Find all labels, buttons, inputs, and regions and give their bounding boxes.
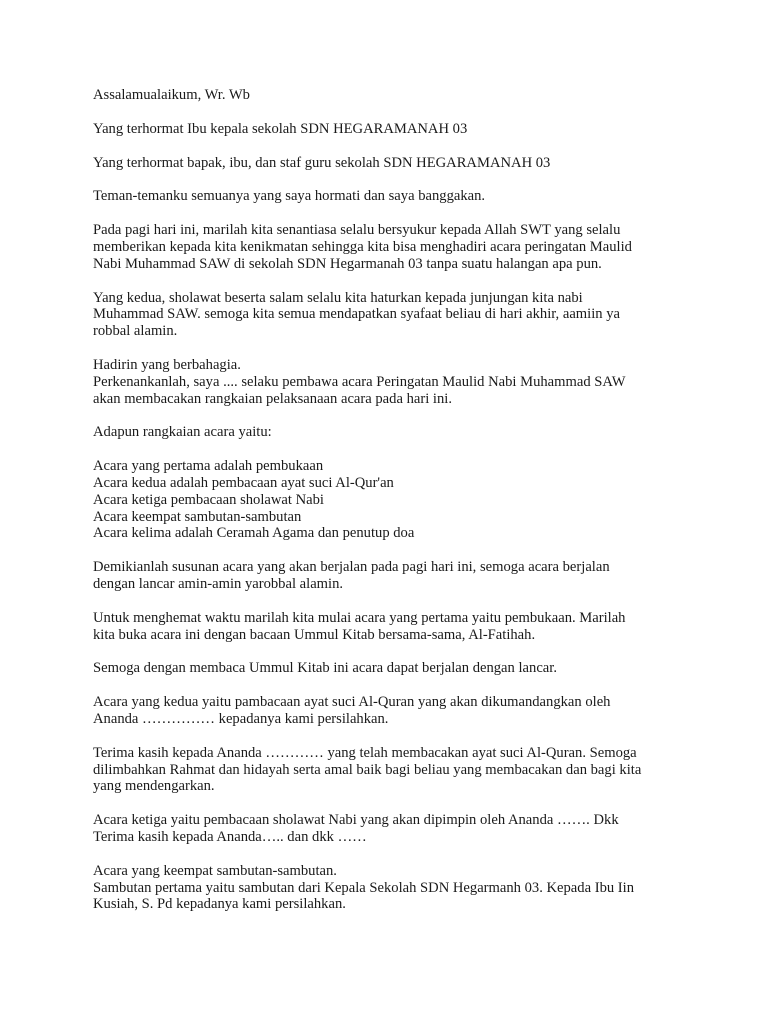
address-teachers: Yang terhormat bapak, ibu, dan staf guru sekolah SDN HEGARAMANAH 03 xyxy=(93,154,551,171)
paragraph-hope: Semoga dengan membaca Ummul Kitab ini acara dapat berjalan dengan lancar. xyxy=(93,660,557,677)
paragraph-gratitude: Pada pagi hari ini, marilah kita senantiasa selalu bersyukur kepada Allah SWT yang selalu memberikan kepada kita kenikmatan sehingga kita bisa menghadiri acara peringatan Maulid Nabi Muhammad SAW di sekolah SDN Hegarmanah 03 tanpa suatu halangan apa pun. xyxy=(93,222,632,272)
paragraph-quran-reading: Acara yang kedua yaitu pambacaan ayat suci Al-Quran yang akan dikumandangkan oleh Ananda …………… kepadanya kami persilahkan. xyxy=(93,694,611,727)
agenda-list: Acara yang pertama adalah pembukaan Acara kedua adalah pembacaan ayat suci Al-Qur'an Acara ketiga pembacaan sholawat Nabi Acara keempat sambutan-sambutan Acara kelima adalah Ceramah Agama dan penutup doa xyxy=(93,458,415,542)
paragraph-sholawat-reading: Acara ketiga yaitu pembacaan sholawat Nabi yang akan dipimpin oleh Ananda ……. Dkk Terima kasih kepada Ananda….. dan dkk …… xyxy=(93,812,619,845)
address-headmaster: Yang terhormat Ibu kepala sekolah SDN HEGARAMANAH 03 xyxy=(93,120,468,137)
address-friends: Teman-temanku semuanya yang saya hormati dan saya banggakan. xyxy=(93,188,486,205)
paragraph-introduction: Hadirin yang berbahagia. Perkenankanlah, saya .... selaku pembawa acara Peringatan Maulid Nabi Muhammad SAW akan membacakan rangkaian pelaksanaan acara pada hari ini. xyxy=(93,356,626,407)
paragraph-sholawat: Yang kedua, sholawat beserta salam selalu kita haturkan kepada junjungan kita nabi Muhammad SAW. semoga kita semua mendapatkan syafaat beliau di hari akhir, aamiin ya robbal alamin. xyxy=(93,289,620,340)
paragraph-agenda-closing: Demikianlah susunan acara yang akan berjalan pada pagi hari ini, semoga acara berjalan dengan lancar amin-amin yarobbal alamin. xyxy=(93,559,610,592)
paragraph-opening: Untuk menghemat waktu marilah kita mulai acara yang pertama yaitu pembukaan. Marilah kita buka acara ini dengan bacaan Ummul Kitab bersama-sama, Al-Fatihah. xyxy=(93,609,626,643)
paragraph-thanks-quran: Terima kasih kepada Ananda ………… yang telah membacakan ayat suci Al-Quran. Semoga dilimbahkan Rahmat dan hidayah serta amal baik bagi beliau yang membacakan dan bagi kita yang mendengarkan. xyxy=(93,744,642,795)
agenda-heading: Adapun rangkaian acara yaitu: xyxy=(93,424,272,441)
greeting: Assalamualaikum, Wr. Wb xyxy=(93,87,250,103)
paragraph-speeches: Acara yang keempat sambutan-sambutan. Sambutan pertama yaitu sambutan dari Kepala Sekolah SDN Hegarmanh 03. Kepada Ibu Iin Kusiah, S. Pd kepadanya kami persilahkan. xyxy=(93,862,635,913)
